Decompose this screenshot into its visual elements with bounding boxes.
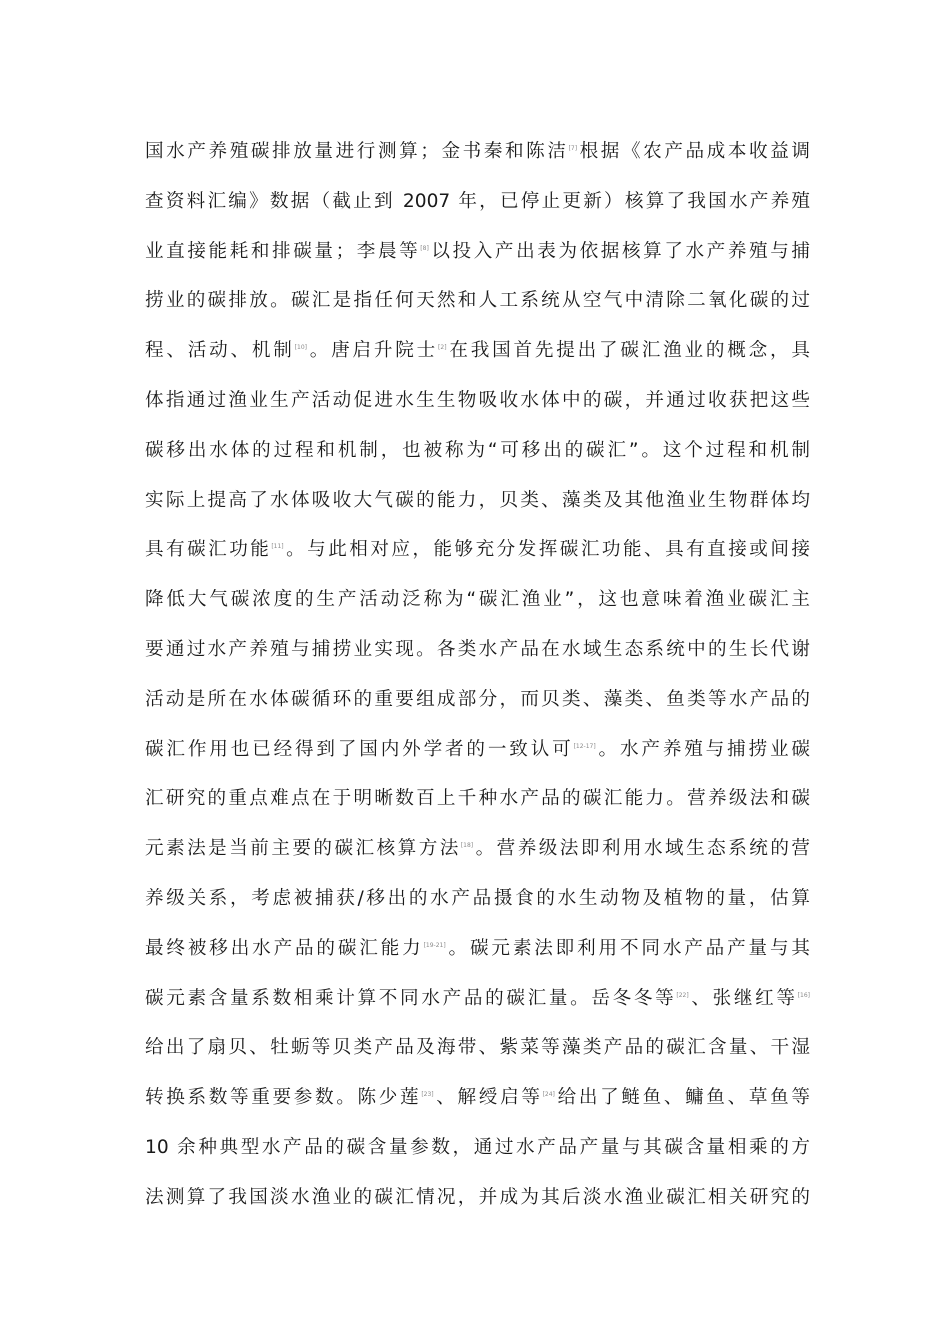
text-segment: 根据《农产品成本收益调 <box>577 141 810 162</box>
text-line <box>145 426 810 476</box>
text-line <box>145 476 810 526</box>
text-segment: 。唐启升院士 <box>306 340 439 362</box>
citation-marker: [24] <box>542 1091 555 1099</box>
text-segment: 以投入产出表为依据核算了水产养殖与捕 <box>428 240 810 262</box>
text-segment: 给出了鲢鱼、鳙鱼、草鱼等 <box>554 1087 810 1109</box>
text-segment: 在我国首先提出了碳汇渔业的概念，具 <box>446 340 810 362</box>
citation-marker: [23] <box>421 1091 434 1099</box>
text-segment: 养级关系，考虑被捕获/移出的水产品摄食的水生动物及植物的量，估算 <box>145 887 810 909</box>
citation-marker: [10] <box>294 344 307 352</box>
text-segment: 捞业的碳排放。碳汇是指任何天然和人工系统从空气中清除二氧化碳的过 <box>145 290 810 312</box>
citation-marker: [2] <box>438 344 447 352</box>
text-line <box>145 177 810 227</box>
text-segment: 体指通过渔业生产活动促进水生生物吸收水体中的碳，并通过收获把这些 <box>145 389 810 411</box>
text-segment: 。水产养殖与捕捞业碳 <box>595 738 810 760</box>
text-segment: 具有碳汇功能 <box>145 539 272 561</box>
text-line <box>145 924 810 974</box>
text-line <box>145 276 810 326</box>
text-line <box>145 376 810 426</box>
text-line <box>145 575 810 625</box>
text-line <box>145 227 810 277</box>
text-line <box>145 625 810 675</box>
text-segment: 碳移出水体的过程和机制，也被称为“可移出的碳汇”。这个过程和机制 <box>145 439 810 461</box>
citation-marker: [8] <box>420 244 429 252</box>
citation-marker: [11] <box>271 543 284 551</box>
text-segment: 碳元素含量系数相乘计算不同水产品的碳汇量。岳冬冬等 <box>145 987 677 1009</box>
citation-marker: [22] <box>676 991 689 999</box>
text-segment: 、解绶启等 <box>433 1087 543 1109</box>
text-line <box>145 1073 810 1123</box>
text-line <box>145 874 810 924</box>
citation-marker: [18] <box>460 842 474 850</box>
text-line <box>145 1123 810 1173</box>
text-segment: 要通过水产养殖与捕捞业实现。各类水产品在水域生态系统中的生长代谢 <box>145 638 810 660</box>
text-segment: 实际上提高了水体吸收大气碳的能力，贝类、藻类及其他渔业生物群体均 <box>145 489 810 511</box>
text-segment: 最终被移出水产品的碳汇能力 <box>145 937 424 959</box>
text-segment: 10 余种典型水产品的碳含量参数，通过水产品产量与其碳含量相乘的方 <box>145 1136 810 1158</box>
text-segment: 程、活动、机制 <box>145 340 295 362</box>
text-line <box>145 824 810 874</box>
text-line <box>145 1023 810 1073</box>
body-paragraph <box>145 127 810 1223</box>
citation-marker: [19-21] <box>423 941 446 949</box>
text-line <box>145 675 810 725</box>
text-segment: 国水产养殖碳排放量进行测算；金书秦和陈洁 <box>145 141 569 162</box>
text-segment: 转换系数等重要参数。陈少莲 <box>145 1087 422 1109</box>
text-line <box>145 974 810 1024</box>
citation-marker: [7] <box>568 145 578 152</box>
text-line <box>145 1173 810 1223</box>
text-segment: 活动是所在水体碳循环的重要组成部分，而贝类、藻类、鱼类等水产品的 <box>145 688 810 710</box>
text-line <box>145 774 810 824</box>
text-segment: 。碳元素法即利用不同水产品产量与其 <box>445 937 810 959</box>
text-segment: 汇研究的重点难点在于明晰数百上千种水产品的碳汇能力。营养级法和碳 <box>145 788 810 810</box>
text-segment: 业直接能耗和排碳量；李晨等 <box>145 240 421 262</box>
text-segment: 碳汇作用也已经得到了国内外学者的一致认可 <box>145 738 574 760</box>
citation-marker: [12-17] <box>573 742 596 750</box>
text-segment: 。与此相对应，能够充分发挥碳汇功能、具有直接或间接 <box>283 539 810 561</box>
text-line <box>145 127 810 177</box>
text-segment: 、张继红等 <box>688 987 798 1009</box>
text-segment: 法测算了我国淡水渔业的碳汇情况，并成为其后淡水渔业碳汇相关研究的 <box>145 1186 810 1208</box>
text-line <box>145 525 810 575</box>
text-line <box>145 725 810 775</box>
text-segment: 查资料汇编》数据（截止到 2007 年，已停止更新）核算了我国水产养殖 <box>145 190 810 212</box>
citation-marker: [16] <box>797 991 810 999</box>
text-segment: 降低大气碳浓度的生产活动泛称为“碳汇渔业”，这也意味着渔业碳汇主 <box>145 589 810 611</box>
text-line <box>145 326 810 376</box>
text-segment: 给出了扇贝、牡蛎等贝类产品及海带、紫菜等藻类产品的碳汇含量、干湿 <box>145 1037 810 1059</box>
text-segment: 。营养级法即利用水域生态系统的营 <box>473 838 810 860</box>
text-segment: 元素法是当前主要的碳汇核算方法 <box>145 838 461 860</box>
